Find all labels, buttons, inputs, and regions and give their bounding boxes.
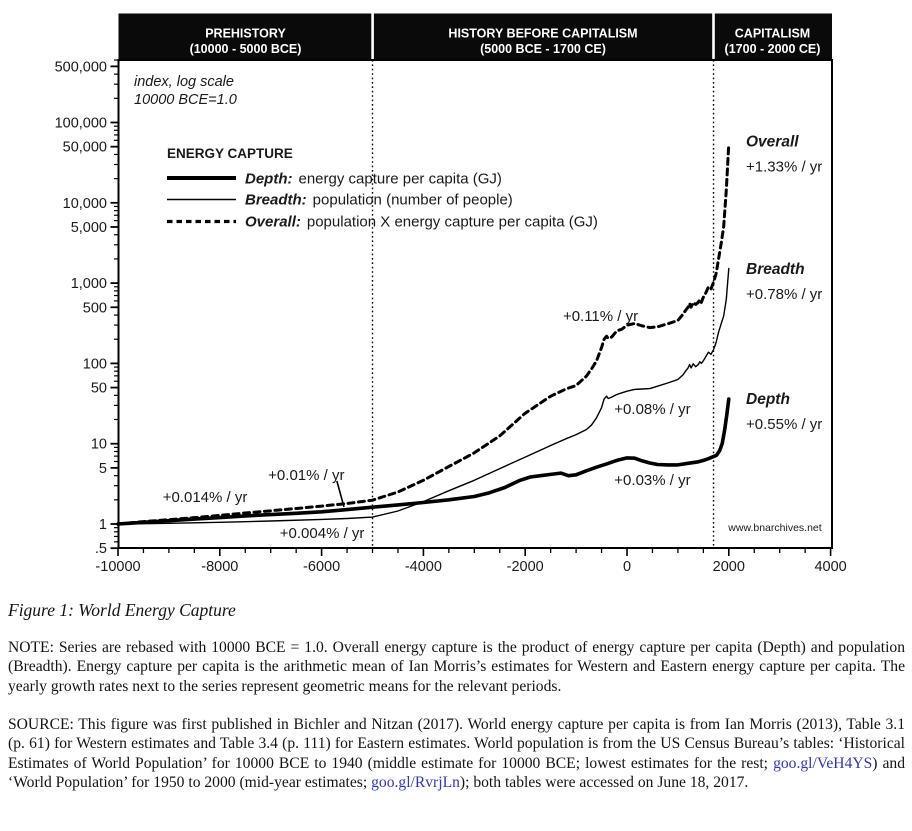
growth-rate-annotation: +0.11% / yr <box>562 307 639 325</box>
y-tick-label: 100 <box>82 356 107 373</box>
y-tick-label: 50,000 <box>62 139 107 156</box>
series-end-rate: +0.55% / yr <box>746 416 823 434</box>
scale-note-line1: index, log scale <box>134 74 234 90</box>
plot-area <box>55 59 847 575</box>
source-text-segment: ) and ‘World Population’ for 1950 to 2000 (mid-year estimates; <box>8 754 906 792</box>
series-end-rate: +1.33% / yr <box>746 158 823 176</box>
period-title-history: HISTORY BEFORE CAPITALISM <box>448 26 638 41</box>
scale-note-line2: 10000 BCE=1.0 <box>134 92 237 108</box>
growth-rate-annotation: +0.08% / yr <box>614 401 691 419</box>
source-link[interactable]: goo.gl/RvrjLn <box>371 774 460 792</box>
period-band <box>119 14 833 61</box>
source-paragraph <box>8 715 905 793</box>
growth-rate-annotation: +0.004% / yr <box>279 525 365 543</box>
band-divider <box>371 14 374 61</box>
figure-caption: Figure 1: World Energy Capture <box>8 600 236 620</box>
y-tick-label: 50 <box>90 380 107 397</box>
series-end-name: Breadth <box>746 260 805 278</box>
y-tick-label: .5 <box>94 541 107 558</box>
y-tick-label: 10 <box>90 436 107 453</box>
y-tick-label: 500 <box>82 300 107 317</box>
growth-rate-annotation: +0.014% / yr <box>162 488 248 506</box>
growth-rate-annotation: +0.01% / yr <box>268 467 345 485</box>
legend-breadth-label: Breadth: population (number of people) <box>245 191 513 209</box>
x-tick-label: -8000 <box>201 559 239 575</box>
y-tick-label: 100,000 <box>54 115 107 132</box>
y-tick-label: 1 <box>98 517 107 533</box>
y-tick-label: 5,000 <box>70 219 107 236</box>
source-text-segment: SOURCE: This figure was first published in Bichler and Nitzan (2017). World energy capture per capita is from Ian Morris (2013), Table 3.1 (p. 61) for Western estimates and Table 3.4 (p. 111) for Eastern estimates. World population is from the US Census Bureau’s tables: ‘Historical Estimates of World Population’ for 10000 BCE to 1940 (middle estimate for 10000 BCE; lowest estimates for the rest; <box>8 716 905 772</box>
series-end-name: Depth <box>746 391 790 409</box>
scale-note <box>134 74 237 108</box>
x-tick-label: -2000 <box>506 559 544 575</box>
watermark-url: www.bnarchives.net <box>728 522 822 534</box>
x-tick-label: -6000 <box>303 559 341 575</box>
x-tick-label: 2000 <box>712 559 745 575</box>
x-tick-label: -10000 <box>95 559 141 575</box>
source-text-segment: ); both tables were accessed on June 18, 2017. <box>459 774 749 792</box>
legend-depth-label: Depth: energy capture per capita (GJ) <box>245 170 502 188</box>
source-link[interactable]: goo.gl/VeH4YS <box>773 754 873 772</box>
period-title-capitalism: CAPITALISM <box>734 26 811 41</box>
series-end-name: Overall <box>746 133 799 151</box>
band-divider <box>712 14 715 61</box>
y-tick-label: 10,000 <box>62 195 107 212</box>
note-paragraph: NOTE: Series are rebased with 10000 BCE = 1.0. Overall energy capture is the product of energy capture per capita (Depth) and population (Breadth). Energy capture per capita is the arithmetic mean of Ian Morris’s estimates for Western and Eastern energy capture per capita. The yearly growth rates next to the series represent geometric means for the relevant periods. <box>8 639 905 695</box>
x-tick-label: 0 <box>622 559 632 575</box>
growth-rate-annotation: +0.03% / yr <box>614 472 691 490</box>
period-range-history: (5000 BCE - 1700 CE) <box>480 42 606 56</box>
period-range-prehistory: (10000 - 5000 BCE) <box>189 42 302 56</box>
legend <box>167 146 598 231</box>
legend-overall-label: Overall: population X energy capture per capita (GJ) <box>245 213 598 231</box>
series-end-rate: +0.78% / yr <box>746 285 823 303</box>
legend-title: ENERGY CAPTURE <box>167 146 293 161</box>
y-tick-label: 1,000 <box>70 276 107 293</box>
y-tick-label: 500,000 <box>54 59 107 76</box>
period-title-prehistory: PREHISTORY <box>205 26 286 41</box>
x-tick-label: 4000 <box>814 559 847 575</box>
y-tick-label: 5 <box>98 460 107 477</box>
x-tick-label: -4000 <box>404 559 442 575</box>
period-range-capitalism: (1700 - 2000 CE) <box>724 42 821 56</box>
